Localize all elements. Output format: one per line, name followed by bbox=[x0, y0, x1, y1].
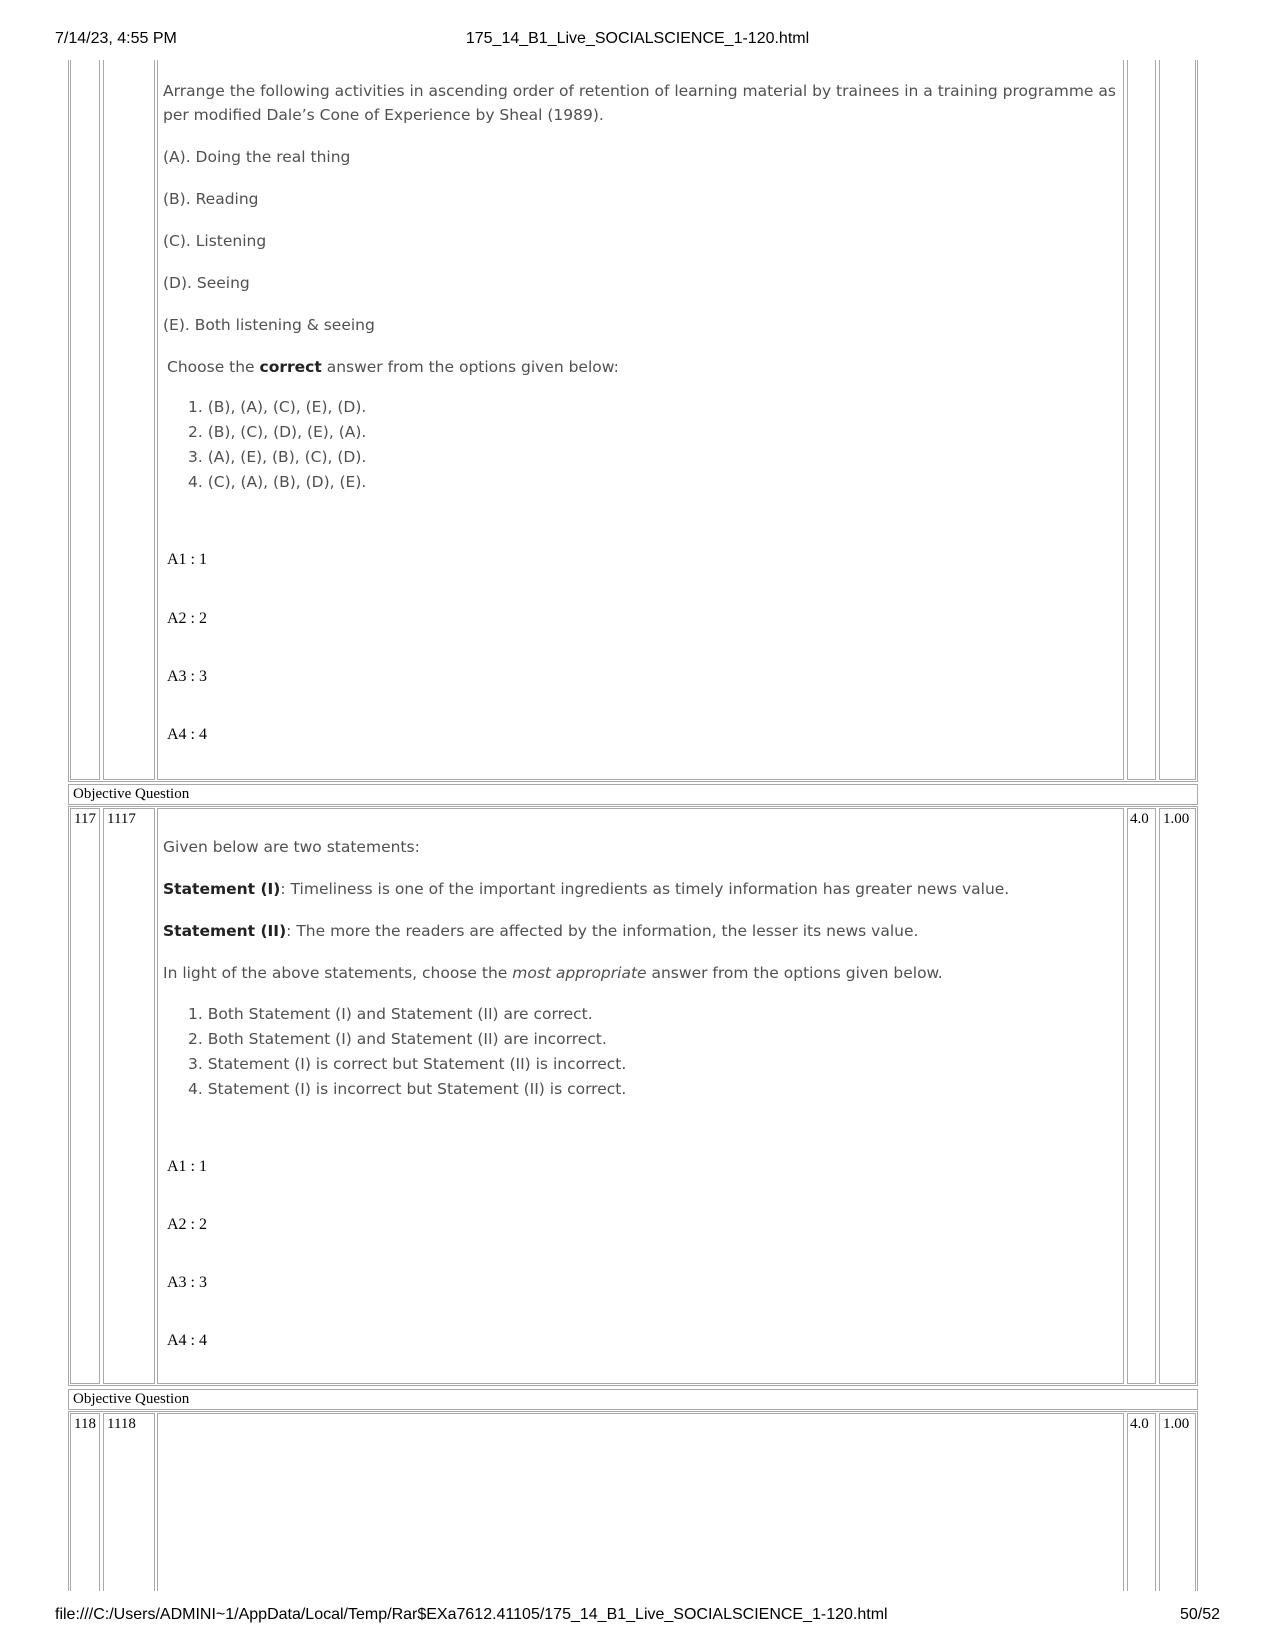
page-number: 50/52 bbox=[1179, 1606, 1220, 1623]
q118-serial: 118 bbox=[74, 1416, 96, 1432]
q116-option-4: 4. (C), (A), (B), (D), (E). bbox=[188, 473, 367, 491]
q117-option-2: 2. Both Statement (I) and Statement (II) are incorrect. bbox=[188, 1030, 607, 1048]
q116-item-e: (E). Both listening & seeing bbox=[163, 316, 375, 334]
q117-option-3: 3. Statement (I) is correct but Statement (II) is incorrect. bbox=[188, 1055, 627, 1073]
q118-question-cell bbox=[157, 1413, 1124, 1591]
q117-neg-cell bbox=[1159, 808, 1196, 1384]
q116-marks-cell bbox=[1127, 60, 1156, 780]
q117-instruction: In light of the above statements, choose the most appropriate answer from the options given below. bbox=[163, 964, 943, 982]
q116-answer-3: A3 : 3 bbox=[167, 668, 207, 685]
q117-intro: Given below are two statements: bbox=[163, 838, 420, 856]
q116-qid-cell bbox=[103, 60, 155, 780]
q117-option-1: 1. Both Statement (I) and Statement (II) are correct. bbox=[188, 1005, 593, 1023]
q118-sno-cell bbox=[70, 1413, 100, 1591]
q116-option-2: 2. (B), (C), (D), (E), (A). bbox=[188, 423, 367, 441]
q117-answer-3: A3 : 3 bbox=[167, 1274, 207, 1291]
q118-marks: 4.0 bbox=[1130, 1416, 1149, 1432]
q117-marks: 4.0 bbox=[1130, 811, 1149, 827]
q116-item-b: (B). Reading bbox=[163, 190, 259, 208]
section-label-cell-1 bbox=[68, 784, 1198, 805]
q117-option-4: 4. Statement (I) is incorrect but Statement (II) is correct. bbox=[188, 1080, 627, 1098]
q116-answer-1: A1 : 1 bbox=[167, 551, 207, 568]
q117-negative-marks: 1.00 bbox=[1163, 811, 1190, 827]
section-label-2: Objective Question bbox=[73, 1391, 190, 1407]
print-datetime: 7/14/23, 4:55 PM bbox=[55, 30, 177, 47]
q116-choose-instruction: Choose the correct answer from the options given below: bbox=[167, 358, 619, 376]
section-label-cell-2 bbox=[68, 1389, 1198, 1410]
q117-answer-1: A1 : 1 bbox=[167, 1158, 207, 1175]
q116-answer-2: A2 : 2 bbox=[167, 610, 207, 627]
q116-intro: Arrange the following activities in ascending order of retention of learning material by trainees in a training programme as per modified Dale’s Cone of Experience by Sheal (1989). bbox=[163, 82, 1116, 124]
q116-answer-4: A4 : 4 bbox=[167, 726, 207, 743]
q116-item-a: (A). Doing the real thing bbox=[163, 148, 351, 166]
q117-statement-2: Statement (II): The more the readers are affected by the information, the lesser its news value. bbox=[163, 922, 919, 940]
q116-sno-cell bbox=[70, 60, 100, 780]
q116-option-1: 1. (B), (A), (C), (E), (D). bbox=[188, 398, 367, 416]
q118-question-id: 1118 bbox=[107, 1416, 136, 1432]
q118-qid-cell bbox=[103, 1413, 155, 1591]
q117-options bbox=[188, 1002, 626, 1102]
q117-answer-4: A4 : 4 bbox=[167, 1332, 207, 1349]
q116-option-3: 3. (A), (E), (B), (C), (D). bbox=[188, 448, 367, 466]
q118-marks-cell bbox=[1127, 1413, 1156, 1591]
section-label-1: Objective Question bbox=[73, 786, 190, 802]
document-title: 175_14_B1_Live_SOCIALSCIENCE_1-120.html bbox=[465, 30, 810, 47]
q116-item-d: (D). Seeing bbox=[163, 274, 250, 292]
q117-sno-cell bbox=[70, 808, 100, 1384]
q117-marks-cell bbox=[1127, 808, 1156, 1384]
q116-item-c: (C). Listening bbox=[163, 232, 267, 250]
file-path: file:///C:/Users/ADMINI~1/AppData/Local/Temp/Rar$EXa7612.41105/175_14_B1_Live_SOCIALSCIENCE_1-120.html bbox=[55, 1606, 888, 1623]
q118-neg-cell bbox=[1159, 1413, 1196, 1591]
q117-serial: 117 bbox=[74, 811, 96, 827]
q117-question-id: 1117 bbox=[107, 811, 136, 827]
q117-qid-cell bbox=[103, 808, 155, 1384]
q118-negative-marks: 1.00 bbox=[1163, 1416, 1190, 1432]
q116-options bbox=[188, 395, 366, 495]
q117-answer-2: A2 : 2 bbox=[167, 1216, 207, 1233]
q117-statement-1: Statement (I): Timeliness is one of the important ingredients as timely information has greater news value. bbox=[163, 880, 1010, 898]
q116-neg-cell bbox=[1159, 60, 1196, 780]
